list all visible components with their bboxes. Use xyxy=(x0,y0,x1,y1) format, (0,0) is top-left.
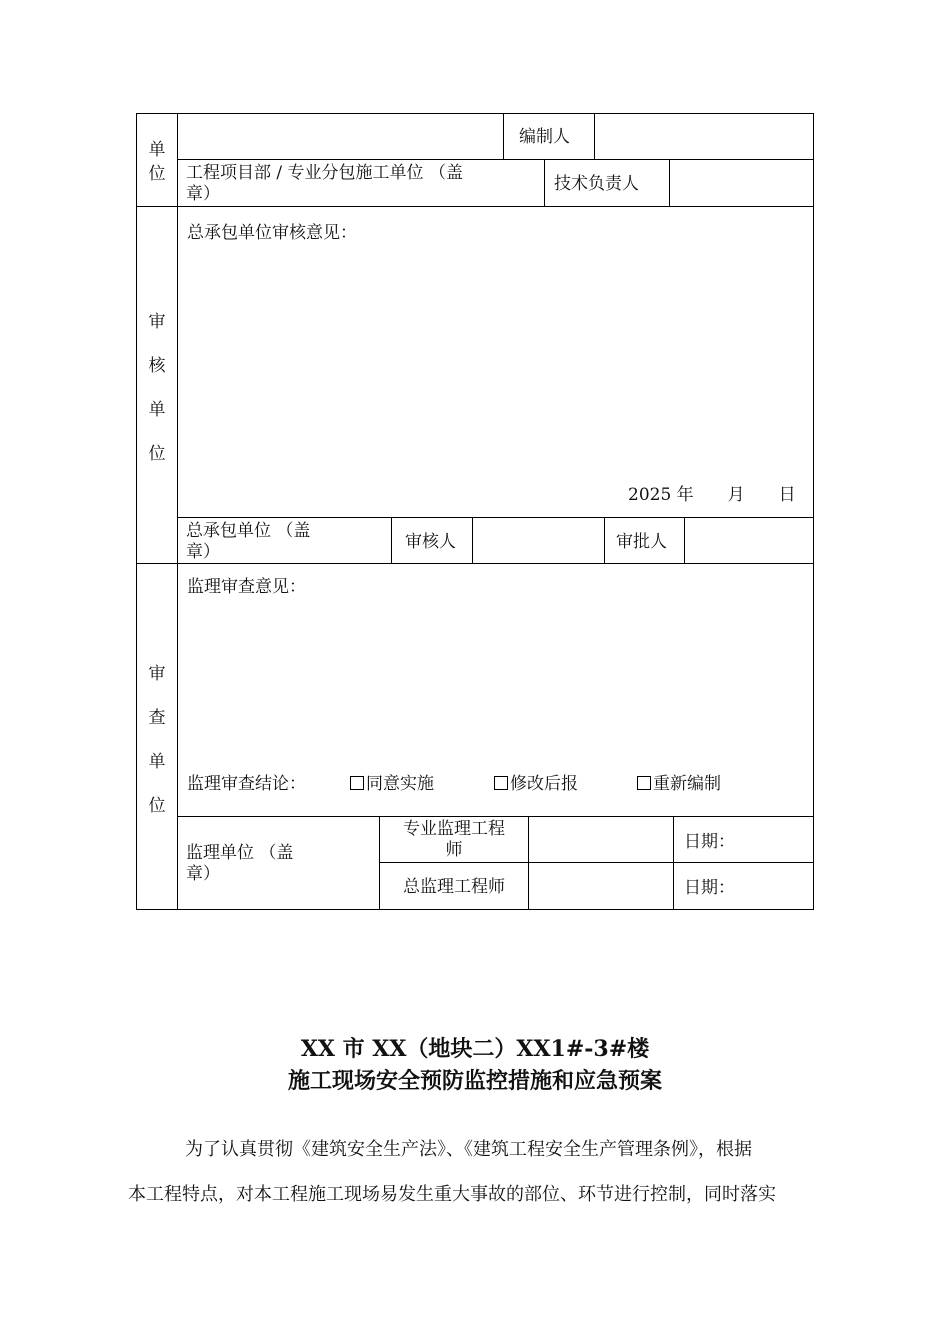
tech-lead-label: 技术负责人 xyxy=(554,174,639,194)
option-redo[interactable]: 重新编制 xyxy=(637,773,721,795)
conclusion-label: 监理审查结论： xyxy=(187,774,306,794)
row-divider xyxy=(177,517,814,518)
table-border-right xyxy=(813,113,814,910)
unit-header: 单 位 xyxy=(148,140,166,184)
date-label-chief: 日期： xyxy=(684,878,735,898)
supervision-opinion-label: 监理审查意见： xyxy=(187,577,306,597)
table-col-divider xyxy=(177,113,178,910)
checkbox-icon[interactable] xyxy=(350,776,364,790)
section-divider xyxy=(136,206,814,207)
table-border-left xyxy=(136,113,137,910)
document-title-line1: XX 市 XX（地块二）XX1#-3#楼 xyxy=(300,1036,650,1062)
gc-opinion-label: 总承包单位审核意见： xyxy=(187,223,357,243)
option-revise[interactable]: 修改后报 xyxy=(494,773,578,795)
specialty-engineer-label: 专业监理工程 师 xyxy=(403,819,505,860)
document-title-line2: 施工现场安全预防监控措施和应急预案 xyxy=(287,1068,662,1094)
cell-divider xyxy=(673,816,674,910)
cell-divider xyxy=(684,517,685,564)
checkbox-icon[interactable] xyxy=(494,776,508,790)
gc-unit-label: 总承包单位 （盖 章） xyxy=(186,521,311,562)
supervision-unit-label: 监理单位 （盖 章） xyxy=(186,843,294,884)
body-paragraph-line2: 本工程特点，对本工程施工现场易发生重大事故的部位、环节进行控制，同时落实 xyxy=(128,1184,776,1205)
table-border-bottom xyxy=(136,909,814,910)
cell-divider xyxy=(669,159,670,207)
project-dept-label: 工程项目部 / 专业分包施工单位 （盖 章） xyxy=(186,163,463,204)
cell-divider xyxy=(544,159,545,207)
cell-divider xyxy=(391,517,392,564)
section-divider xyxy=(136,563,814,564)
inspection-section-header: 审 查 单 位 xyxy=(148,664,166,816)
checkbox-icon[interactable] xyxy=(637,776,651,790)
approver-label: 审批人 xyxy=(616,532,667,552)
review-section-header: 审 核 单 位 xyxy=(148,312,166,464)
date-label-specialty: 日期： xyxy=(684,832,735,852)
cell-divider xyxy=(604,517,605,564)
body-paragraph-line1: 为了认真贯彻《建筑安全生产法》、《建筑工程安全生产管理条例》，根据 xyxy=(185,1139,752,1160)
row-divider xyxy=(177,159,814,160)
compiler-label: 编制人 xyxy=(519,127,570,147)
row-divider xyxy=(177,816,814,817)
cell-divider xyxy=(503,113,504,160)
table-border-top xyxy=(136,113,814,114)
reviewer-label: 审核人 xyxy=(405,532,456,552)
option-approve[interactable]: 同意实施 xyxy=(350,773,434,795)
cell-divider xyxy=(472,517,473,564)
chief-engineer-label: 总监理工程师 xyxy=(403,877,505,897)
date-line: 2025 年 月 日 xyxy=(628,485,796,505)
row-divider xyxy=(379,862,814,863)
cell-divider xyxy=(594,113,595,160)
